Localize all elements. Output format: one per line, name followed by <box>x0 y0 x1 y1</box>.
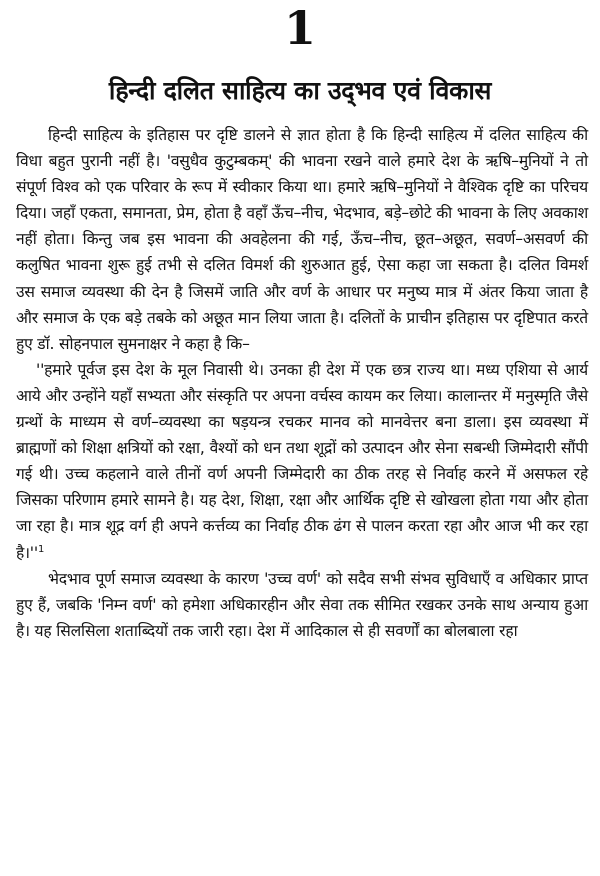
paragraph-intro <box>16 122 588 357</box>
paragraph-quote-text: ''हमारे पूर्वज इस देश के मूल निवासी थे। उनका ही देश में एक छत्र राज्य था। मध्य एशिया से आर्य आये और उन्होंने यहाँ सभ्यता और संस्कृति पर अपना वर्चस्व कायम कर लिया। कालान्तर में मनुस्मृति जैसे ग्रन्थों के माध्यम से वर्ण–व्यवस्था का षड़यन्त्र रचकर मानव को मानवेत्तर बना डाला। इस व्यवस्था में ब्राह्मणों को शिक्षा क्षत्रियों को रक्षा, वैश्यों को धन तथा शूद्रों को उत्पादन और सेना सबन्धी जिम्मेदारी सौंपी गई थी। उच्च कहलाने वाले तीनों वर्ण अपनी जिम्मेदारी का ठीक तरह से निर्वाह करने में असफल रहे जिसका परिणाम हमारे सामने है। यह देश, शिक्षा, रक्षा और आर्थिक दृष्टि से खोखला होता गया और होता जा रहा है। मात्र शूद्र वर्ग ही अपने कर्त्तव्य का निर्वाह ठीक ढंग से पालन करता रहा और आज भी कर रहा है।'' <box>16 360 588 562</box>
chapter-number: 1 <box>283 1 316 55</box>
paragraph-quote <box>16 357 588 566</box>
paragraph-continuation-text: भेदभाव पूर्ण समाज व्यवस्था के कारण 'उच्च वर्ण' को सदैव सभी संभव सुविधाएँ व अधिकार प्राप्त हुए हैं, जबकि 'निम्न वर्ण' को हमेशा अधिकारहीन और सेवा तक सीमित रखकर उनके साथ अन्याय हुआ है। यह सिलसिला शताब्दियों तक जारी रहा। देश में आदिकाल से ही सवर्णों का बोलबाला रहा <box>16 569 588 640</box>
footnote-marker: 1 <box>37 543 45 555</box>
paragraph-continuation <box>16 566 588 644</box>
chapter-title: हिन्दी दलित साहित्य का उद्‌भव एवं विकास <box>108 76 492 105</box>
body-text <box>16 122 588 644</box>
paragraph-intro-text: हिन्दी साहित्य के इतिहास पर दृष्टि डालने से ज्ञात होता है कि हिन्दी साहित्य में दलित साहित्य की विधा बहुत पुरानी नहीं है। 'वसुधैव कुटुम्बकम्' की भावना रखने वाले हमारे देश के ऋषि–मुनियों ने तो संपूर्ण विश्व को एक परिवार के रूप में स्वीकार किया था। हमारे ऋषि–मुनियों ने वैश्विक दृष्टि का परिचय दिया। जहाँ एकता, समानता, प्रेम, होता है वहाँ ऊँच–नीच, भेदभाव, बड़े–छोटे की भावना के लिए अवकाश नहीं होता। किन्तु जब इस भावना की अवहेलना की गई, ऊँच–नीच, छूत–अछूत, सवर्ण–असवर्ण की कलुषित भावना शुरू हुई तभी से दलित विमर्श की शुरुआत हुई, ऐसा कहा जा सकता है। दलित विमर्श उस समाज व्यवस्था की देन है जिसमें जाति और वर्ण के आधार पर मनुष्य मात्र में अंतर किया जाता है और समाज के एक बड़े तबके को अछूत मान लिया जाता है। दलितों के प्राचीन इतिहास पर दृष्टिपात करते हुए डॉ. सोहनपाल सुमनाक्षर ने कहा है कि– <box>16 126 588 353</box>
